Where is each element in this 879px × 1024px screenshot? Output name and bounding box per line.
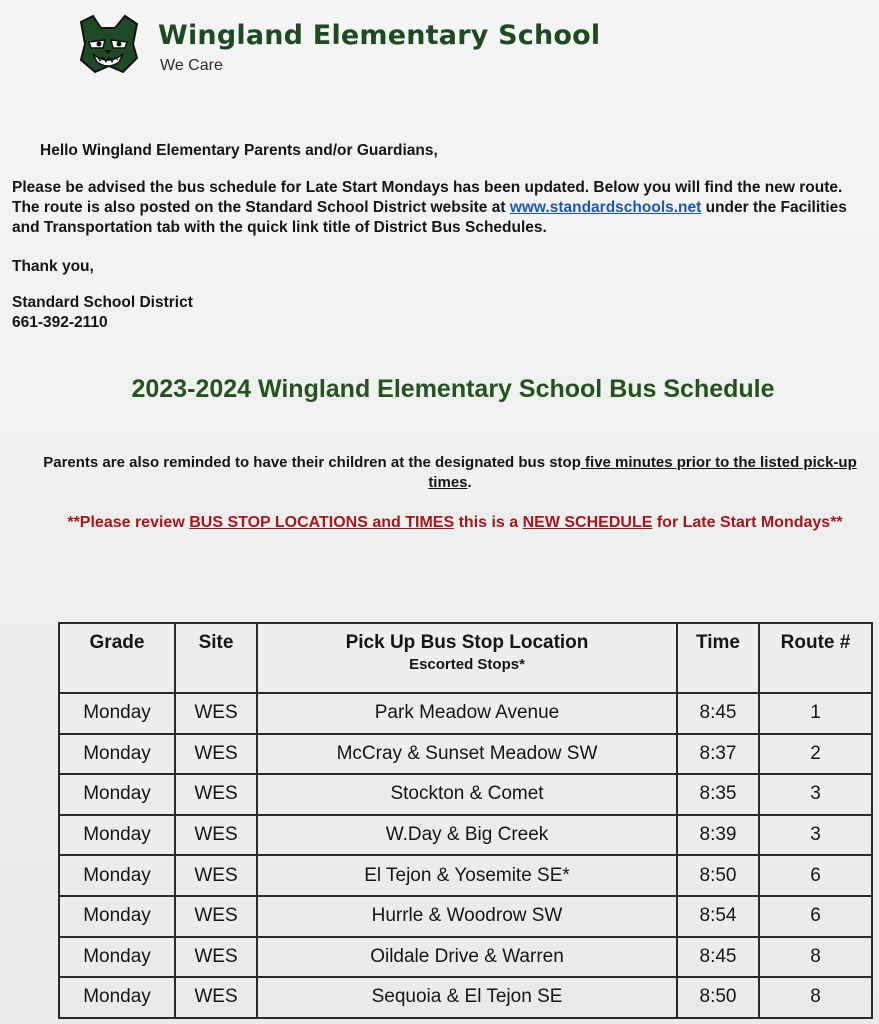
cell-location: Hurrle & Woodrow SW [257,896,677,937]
table-row [59,896,872,937]
cell-grade: Monday [59,977,175,1018]
phone-number: 661-392-2110 [12,314,108,331]
cell-site: WES [175,896,257,937]
table-row [59,693,872,734]
cell-location: Park Meadow Avenue [257,693,677,734]
header-location-subtitle: Escorted Stops* [409,656,525,673]
cell-site: WES [175,815,257,856]
cell-location: Stockton & Comet [257,774,677,815]
table-row [59,937,872,978]
cell-time: 8:39 [677,815,759,856]
cell-route: 8 [759,937,872,978]
header-grade: Grade [59,623,175,693]
cell-time: 8:37 [677,734,759,775]
cell-route: 6 [759,896,872,937]
cell-time: 8:50 [677,855,759,896]
cell-grade: Monday [59,855,175,896]
cell-route: 6 [759,855,872,896]
closing: Thank you, [12,258,94,275]
cell-route: 2 [759,734,872,775]
header-location-label: Pick Up Bus Stop Location [345,632,589,653]
table-row [59,815,872,856]
cell-time: 8:50 [677,977,759,1018]
cell-time: 8:45 [677,693,759,734]
paragraph-text-end: under the Facilities and Transportation tab with the quick link title of District Bus Schedules. [12,199,847,236]
table-row [59,774,872,815]
cell-grade: Monday [59,693,175,734]
bus-schedule-table [58,622,873,1019]
table-row [59,977,872,1018]
header-site: Site [175,623,257,693]
cell-grade: Monday [59,774,175,815]
cell-route: 3 [759,774,872,815]
cell-time: 8:54 [677,896,759,937]
table-row [59,855,872,896]
parent-reminder [20,453,879,493]
cell-grade: Monday [59,734,175,775]
header-location [257,623,677,693]
new-schedule-notice [20,512,879,533]
cell-time: 8:45 [677,937,759,978]
notice-emphasis-new-schedule: NEW SCHEDULE [522,514,653,531]
paragraph-text-start: Please be advised the bus schedule for Late Start Mondays has been updated. Below you will find the new route. The route is also posted on the Standard School District website at [12,179,843,216]
reminder-suffix: . [467,474,472,491]
table-header-row [59,623,872,693]
signer: Standard School District [12,294,193,311]
cell-route: 8 [759,977,872,1018]
cell-location: McCray & Sunset Meadow SW [257,734,677,775]
cell-route: 3 [759,815,872,856]
cell-grade: Monday [59,815,175,856]
cell-site: WES [175,774,257,815]
header-time: Time [677,623,759,693]
cell-location: El Tejon & Yosemite SE* [257,855,677,896]
header-route: Route # [759,623,872,693]
notice-part-3: this is a [454,514,523,531]
cell-location: Oildale Drive & Warren [257,937,677,978]
notice-emphasis-locations: BUS STOP LOCATIONS and TIMES [189,514,455,531]
cell-site: WES [175,693,257,734]
table-row [59,734,872,775]
reminder-text: Parents are also reminded to have their children at the designated bus stop [43,454,581,471]
cell-grade: Monday [59,937,175,978]
wildcat-mascot-logo [75,14,141,74]
school-name: Wingland Elementary School [158,20,601,51]
cell-site: WES [175,937,257,978]
notice-part-1: **Please review [67,514,190,531]
cell-site: WES [175,734,257,775]
cell-site: WES [175,855,257,896]
district-website-link[interactable]: www.standardschools.net [509,199,702,216]
cell-grade: Monday [59,896,175,937]
cell-site: WES [175,977,257,1018]
cell-time: 8:35 [677,774,759,815]
school-motto: We Care [160,57,223,74]
notice-part-5: for Late Start Mondays** [652,514,843,531]
reminder-emphasis: five minutes prior to the listed pick-up times [428,454,857,491]
cell-location: Sequoia & El Tejon SE [257,977,677,1018]
cell-route: 1 [759,693,872,734]
greeting: Hello Wingland Elementary Parents and/or Guardians, [40,142,438,159]
announcement-paragraph [12,178,874,238]
cell-location: W.Day & Big Creek [257,815,677,856]
schedule-title: 2023-2024 Wingland Elementary School Bus Schedule [131,375,775,403]
